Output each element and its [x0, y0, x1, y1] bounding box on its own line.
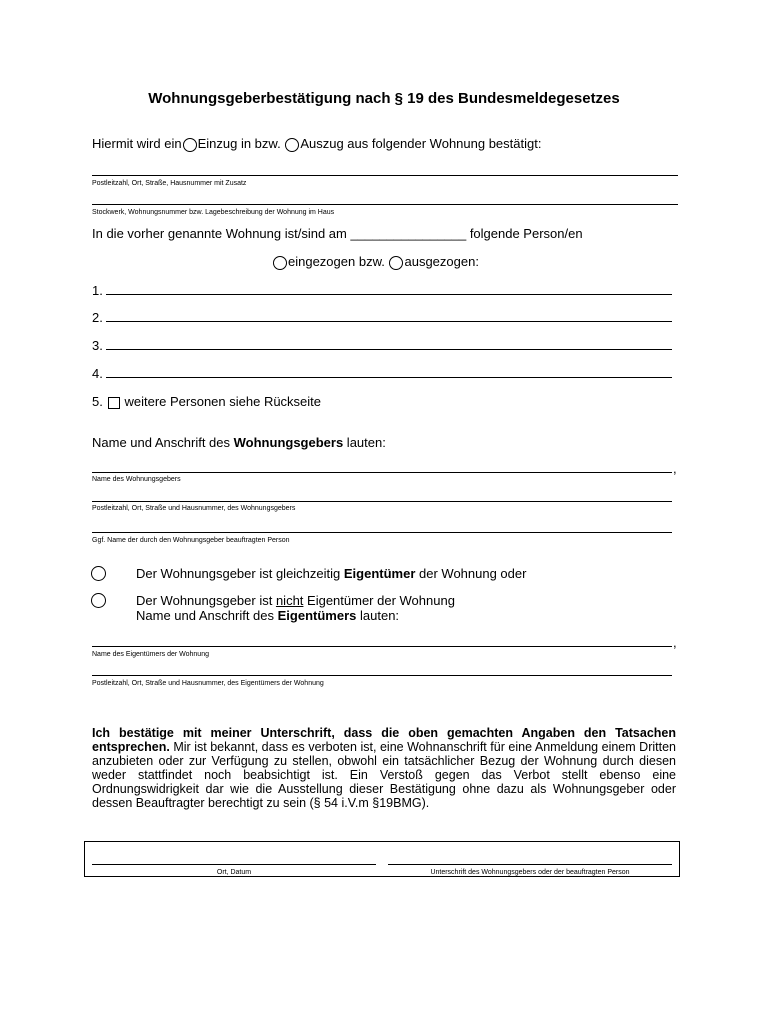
postal-address-line[interactable] [92, 175, 678, 176]
owner-name-line[interactable] [92, 646, 672, 647]
more-persons-row [92, 394, 321, 410]
landlord-agent-caption: Ggf. Name der durch den Wohnungsgeber beauftragten Person [92, 537, 290, 544]
is-owner-bold: Eigentümer [343, 566, 416, 581]
owner-heading-prefix: Name und Anschrift des [136, 608, 278, 623]
person-line-4[interactable] [106, 377, 672, 378]
owner-heading [136, 608, 399, 624]
owner-heading-bold: Eigentümers [277, 608, 357, 623]
landlord-name-caption: Name des Wohnungsgebers [92, 476, 181, 483]
move-out-label: Auszug aus folgender Wohnung bestätigt: [300, 136, 542, 151]
not-owner-underlined: nicht [275, 593, 304, 608]
not-owner-label [136, 593, 455, 609]
move-direction-options [272, 254, 479, 270]
owner-address-line[interactable] [92, 675, 672, 676]
moved-out-radio[interactable] [389, 256, 403, 270]
move-out-radio[interactable] [285, 138, 299, 152]
place-date-line[interactable] [92, 864, 376, 865]
place-date-caption: Ort, Datum [216, 869, 252, 876]
landlord-name-line[interactable] [92, 472, 672, 473]
moved-out-label: ausgezogen: [404, 254, 479, 269]
moved-in-label: eingezogen bzw. [288, 254, 385, 269]
postal-address-caption: Postleitzahl, Ort, Straße, Hausnummer mit Zusatz [92, 180, 247, 187]
not-owner-prefix: Der Wohnungsgeber ist [136, 593, 276, 608]
more-persons-label: weitere Personen siehe Rückseite [124, 394, 322, 409]
move-in-radio[interactable] [183, 138, 197, 152]
landlord-heading [92, 435, 386, 451]
signature-caption: Unterschrift des Wohnungsgebers oder der beauftragten Person [430, 869, 630, 876]
landlord-agent-line[interactable] [92, 532, 672, 533]
move-statement [92, 226, 583, 242]
document-title: Wohnungsgeberbestätigung nach § 19 des Bundesmeldegesetzes [148, 90, 620, 107]
is-owner-radio[interactable] [91, 566, 106, 581]
owner-name-comma: , [673, 635, 677, 650]
landlord-heading-prefix: Name und Anschrift des [92, 435, 234, 450]
landlord-address-line[interactable] [92, 501, 672, 502]
move-statement-prefix: In die vorher genannte Wohnung ist/sind am [92, 226, 347, 241]
declaration-paragraph [92, 726, 676, 810]
intro-line [92, 136, 541, 152]
signature-line[interactable] [388, 864, 672, 865]
moved-in-radio[interactable] [273, 256, 287, 270]
floor-line[interactable] [92, 204, 678, 205]
not-owner-radio[interactable] [91, 593, 106, 608]
person-number-2: 2. [92, 310, 103, 325]
move-date-field[interactable]: ________________ [350, 226, 467, 241]
person-line-2[interactable] [106, 321, 672, 322]
owner-name-caption: Name des Eigentümers der Wohnung [92, 651, 209, 658]
owner-heading-suffix: lauten: [356, 608, 400, 623]
move-in-label: Einzug in bzw. [197, 136, 281, 151]
landlord-name-comma: , [673, 461, 677, 476]
declaration-bold: Ich bestätige mit meiner Unterschrift, dass die oben gemachten Angaben den Tatsachen entsprechen. [92, 726, 676, 754]
not-owner-suffix: Eigentümer der Wohnung [303, 593, 455, 608]
floor-caption: Stockwerk, Wohnungsnummer bzw. Lagebeschreibung der Wohnung im Haus [92, 209, 335, 216]
more-persons-checkbox[interactable] [108, 397, 120, 409]
landlord-heading-suffix: lauten: [343, 435, 386, 450]
move-statement-suffix: folgende Person/en [469, 226, 583, 241]
person-line-1[interactable] [106, 294, 672, 295]
owner-address-caption: Postleitzahl, Ort, Straße und Hausnummer, des Eigentümers der Wohnung [92, 680, 324, 687]
more-persons-number: 5. [92, 394, 103, 409]
intro-prefix: Hiermit wird ein [92, 136, 182, 151]
is-owner-suffix: der Wohnung oder [415, 566, 527, 581]
declaration-text: Mir ist bekannt, dass es verboten ist, eine Wohnanschrift für eine Anmeldung einem Dritten anzubieten oder zur Verfügung zu stellen, obwohl ein tatsächlicher Bezug der Wohnung durch diesen weder stattfindet noch beabsichtigt ist. Ein Verstoß gegen das Verbot stellt ebenso eine Ordnungswidrigkeit dar wie die Ausstellung dieser Bestätigung ohne dazu als Wohnungsgeber oder dessen Beauftragter berechtigt zu sein (§ 54 i.V.m §19BMG). [92, 740, 676, 810]
person-number-4: 4. [92, 366, 103, 381]
person-number-1: 1. [92, 283, 103, 298]
is-owner-label [136, 566, 526, 582]
person-number-3: 3. [92, 338, 103, 353]
person-line-3[interactable] [106, 349, 672, 350]
landlord-address-caption: Postleitzahl, Ort, Straße und Hausnummer, des Wohnungsgebers [92, 505, 296, 512]
landlord-heading-bold: Wohnungsgebers [233, 435, 344, 450]
is-owner-prefix: Der Wohnungsgeber ist gleichzeitig [136, 566, 344, 581]
